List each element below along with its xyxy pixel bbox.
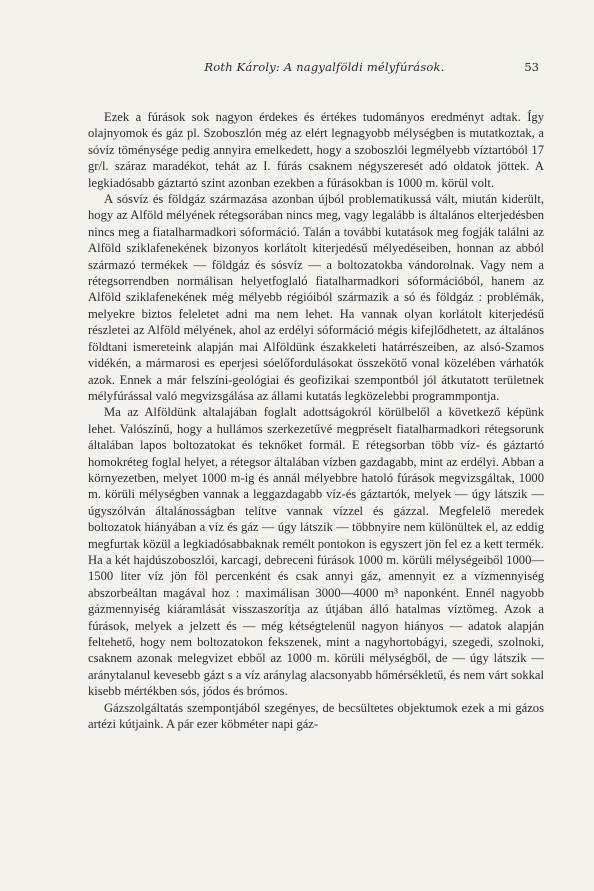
running-title: Roth Károly: A nagyalföldi mélyfúrások. xyxy=(204,60,445,74)
paragraph: Gázszolgáltatás szempontjából szegényes, de becsültetes objektumok ezek a mi gázos artézi kútjaink. A pár ezer köbméter napi gáz- xyxy=(88,700,544,732)
body-text xyxy=(88,109,544,732)
page-number: 53 xyxy=(524,60,539,74)
paragraph: Ma az Alföldünk altalajában foglalt adottságokról körülbelől a következő képünk lehet. Valószínű, hogy a hullámos szerkezetűvé megpréselt fiatalharmadkori rétegsorunk általában lapos boltozatokat és teknőket formál. E rétegsorban több víz- és gáztartó homokréteg foglal helyet, a rétegsor általában vízben gazdagabb, mint az erdélyi. Abban a környezetben, melyet 1000 m-ig és annál mélyebbre hatoló fúrások megvizsgáltak, 1000 m. körüli mélységben vannak a leggazdagabb víz-és gáztartók, melyek — úgy látszik — úgyszólván általánosságban telítve vannak vízzel és gázzal. Megfelelő meredek boltozatok hiányában a víz és gáz — úgy látszik — többnyire nem különültek el, az eddig megfurtak közül a legkiadósabbaknak remélt pontokon is egyszert jön fel ez a kett termék. Ha a két hajdúszoboszlói, karcagi, debreceni fúrások 1000 m. körüli mélységeiből 1000—1500 liter víz jön föl percenként és csak annyi gáz, amennyit ez a vízmennyiség abszorbeáltan magával hoz : maximálisan 3000—4000 m³ naponként. Ennél nagyobb gázmennyiség kiáramlását visszaszorítja az útjában álló hatalmas víztömeg. Azok a fúrások, melyek a jelzett és — még kétségtelenül nagyon hiányos — adatok alapján feltehető, hogy nem boltozatokon fekszenek, mint a nagyhortobágyi, szegedi, szolnoki, csaknem azonak melegvizet ebből az 1000 m. körüli mélységből, de — úgy látszik — aránytalanul kevesebb gázt s a víz aránylag alacsonyabb hőmérsékletű, és nem várt sokkal kisebb mértékben sós, jódos és brómos. xyxy=(88,405,545,699)
page-header xyxy=(90,60,539,76)
paragraph: A sósvíz és földgáz származása azonban újból problematikussá vált, miután kiderült, hogy az Alföld mélyének rétegsorában nincs meg, vagy legalább is általános elterjedésben nincs meg a fiatalharmadkori sóformáció. Talán a további kutatások meg fogják találni az Alföld sziklafenekének bizonyos korlátolt kiterjedésű mélyedéseiben, honnan az abból származó termékek — földgáz és sósvíz — a boltozatokba vándorolnak. Vagy nem a rétegsorrendben normálisan helyetfoglaló fiatalharmadkori sóformációból, hanem az Alföld sziklafenekének még mélyebb régióiból származik a só és földgáz : problémák, melyekre biztos feleletet adni ma nem lehet. Ha vannak olyan korlátolt kiterjedésű részletei az Alföld mélyének, ahol az erdélyi sóformáció mégis kifejlődhetett, az általános földtani ismereteink alapján mai Alföldünk északkeleti határrészeiben, az alsó-Szamos vidékén, a mármarosi es eperjesi sóelőfordulásokat összekötő vonal közelében várhatók azok. Ennek a már felszíni-geológiai és geofizikai szempontból jól átkutatott területnek mélyfúrással való megvizsgálása az állami kutatás legközelebbi programmpontja. xyxy=(88,192,544,403)
paragraph: Ezek a fúrások sok nagyon érdekes és értékes tudományos eredményt adtak. Így olajnyomok és gáz pl. Szoboszlón még az elért legnagyobb mélységben is mutatkoztak, a sóvíz töménysége pedig annyira emelkedett, hogy a szoboszlói legmélyebb víztartóból 17 gr/l. száraz maradékot, tehát az I. fúrás csaknem négyszeresét adó oldatok jöttek. A legkiadósabb gáztartó szint azonban ezekben a fúrásokban is 1000 m. körül volt. xyxy=(88,110,544,190)
